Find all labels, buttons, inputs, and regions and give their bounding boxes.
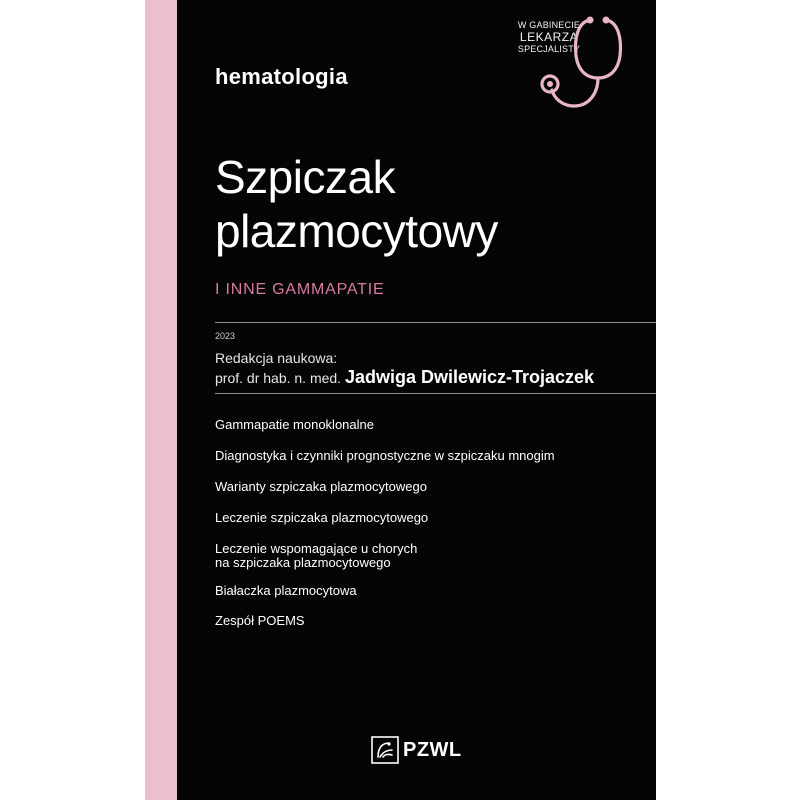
stethoscope-icon <box>528 12 640 120</box>
series-line-3: SPECJALISTY <box>517 44 581 54</box>
editor-name: Jadwiga Dwilewicz-Trojaczek <box>344 367 595 387</box>
title-line-1: Szpiczak <box>215 151 396 203</box>
series-line-1: W GABINECIE <box>517 20 581 30</box>
title-line-2: plazmocytowy <box>215 205 498 257</box>
contents-item: Gammapatie monoklonalne <box>215 417 374 432</box>
contents-item: Leczenie wspomagające u chorych na szpiczaka plazmocytowego <box>215 541 418 570</box>
editor-degrees: prof. dr hab. n. med. <box>215 370 342 386</box>
publisher-name: PZWL <box>403 738 462 761</box>
publisher-logo <box>371 736 462 764</box>
book-category: hematologia <box>215 64 348 89</box>
divider-top <box>215 322 656 323</box>
contents-item: Zespół POEMS <box>215 613 305 628</box>
editor-line <box>215 367 594 388</box>
series-line-2: LEKARZA <box>519 30 579 44</box>
book-cover <box>145 0 656 800</box>
book-title <box>215 150 498 258</box>
editor-label: Redakcja naukowa: <box>215 350 338 366</box>
contents-item: Leczenie szpiczaka plazmocytowego <box>215 510 429 525</box>
contents-item: Warianty szpiczaka plazmocytowego <box>215 479 427 494</box>
divider-bottom <box>215 393 656 394</box>
cover-spine-stripe <box>145 0 177 800</box>
pzwl-emblem-icon <box>371 736 399 764</box>
publication-year: 2023 <box>215 331 236 341</box>
book-subtitle: I INNE GAMMAPATIE <box>215 281 385 298</box>
contents-item: Diagnostyka i czynniki prognostyczne w szpiczaku mnogim <box>215 448 555 463</box>
contents-item: Białaczka plazmocytowa <box>215 583 357 598</box>
